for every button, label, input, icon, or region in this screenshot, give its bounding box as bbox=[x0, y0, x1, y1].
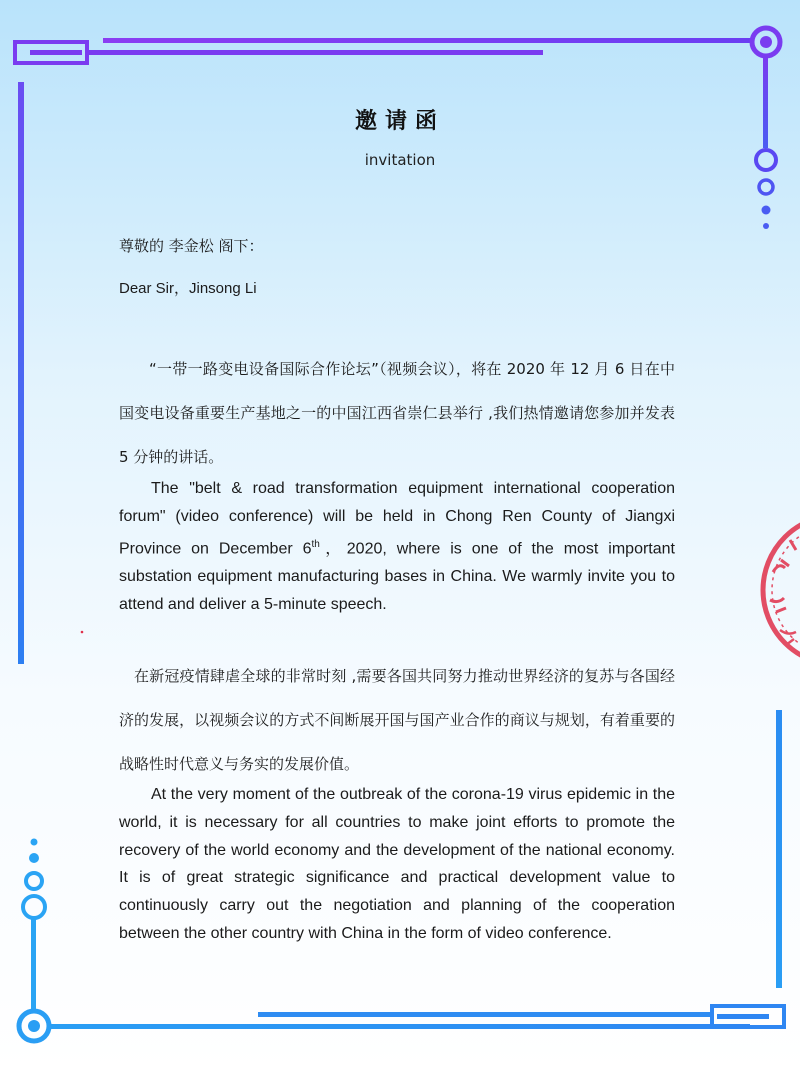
paragraph-1-english-superscript: th bbox=[311, 538, 320, 550]
salutation-english: Dear Sir，Jinsong Li bbox=[119, 280, 257, 297]
paragraph-1-english-part-b: ，2020, where is one of the most important substation equipment manufacturing bases in China. We warmly invite you to attend and deliver a 5-minute speech. bbox=[119, 539, 675, 613]
paragraph-2-english: At the very moment of the outbreak of the corona-19 virus epidemic in the world, it is necessary for all countries to make joint efforts to promote the recovery of the world economy and the development of the national economy. It is of great strategic significance and practical development value to continuously carry out the negotiation and planning of the cooperation between the other country with China in the form of video conference. bbox=[119, 786, 675, 942]
page-title: 邀请函 bbox=[354, 109, 445, 134]
paragraph-1-chinese: “一带一路变电设备国际合作论坛”（视频会议），将在 2020 年 12 月 6 日在中国变电设备重要生产基地之一的中国江西省崇仁县举行 ,我们热情邀请您参加并发表 5 分钟的讲话。 bbox=[119, 360, 675, 466]
paragraph-1-english bbox=[119, 475, 675, 618]
paragraph-1-english-part-a: The "belt & road transformation equipment international cooperation forum" (video conference) will be held in Chong Ren County of Jiangxi Province on December 6 bbox=[119, 480, 675, 557]
page-subtitle: invitation bbox=[364, 151, 436, 169]
salutation-chinese: 尊敬的 李金松 阁下： bbox=[119, 237, 264, 255]
paragraph-2-chinese: 在新冠疫情肆虐全球的非常时刻 ,需要各国共同努力推动世界经济的复苏与各国经济的发展，以视频会议的方式不间断展开国与国产业合作的商议与规划，有着重要的战略性时代意义与务实的发展价值。 bbox=[119, 667, 675, 773]
